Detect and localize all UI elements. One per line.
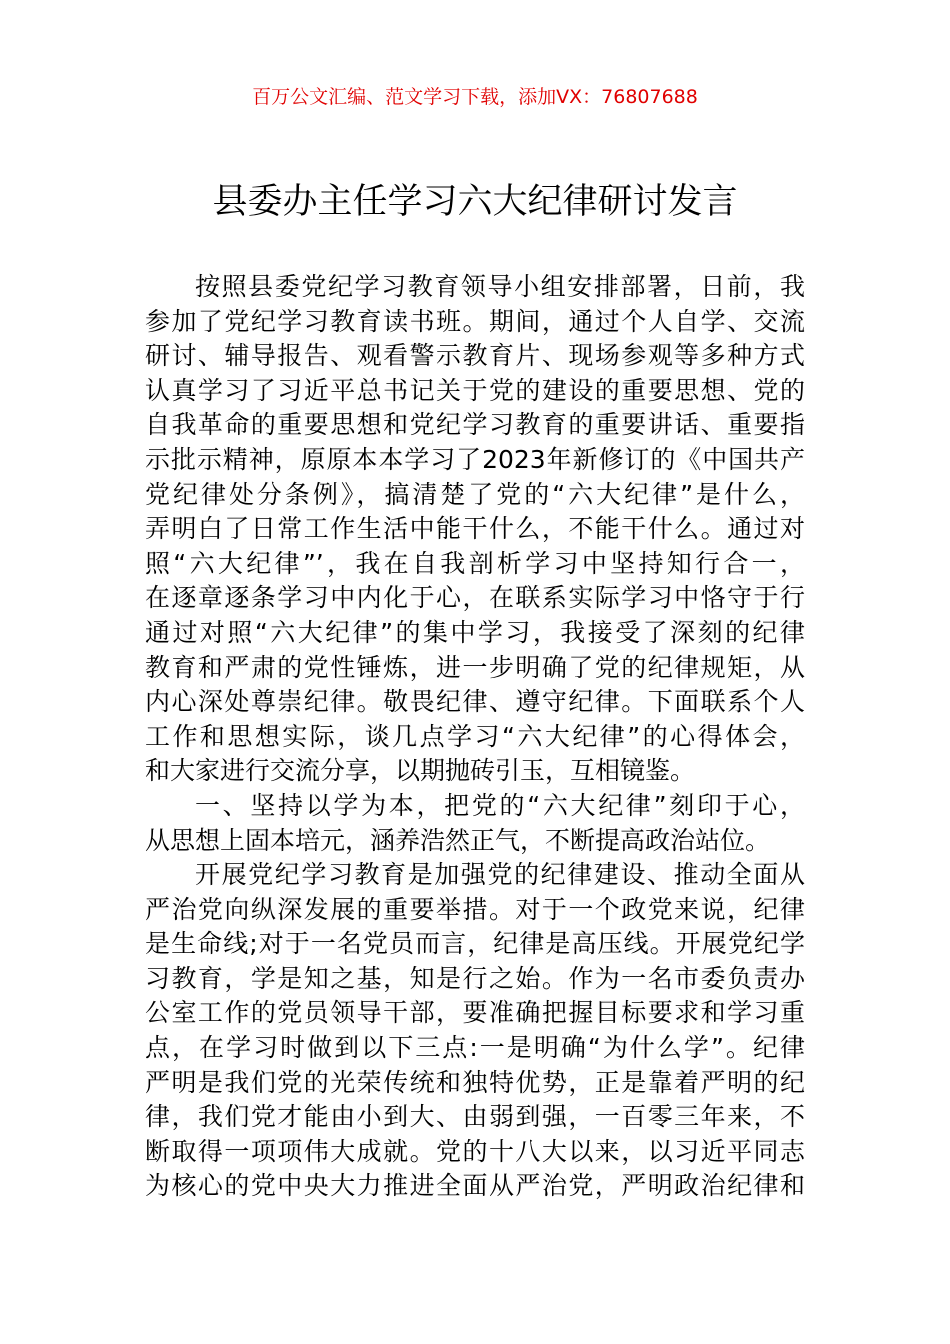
text-line: 弄明白了日常工作生活中能干什么，不能干什么。通过对 — [145, 514, 805, 544]
text-line: 认真学习了习近平总书记关于党的建设的重要思想、党的 — [145, 375, 805, 405]
text-line: 参加了党纪学习教育读书班。期间，通过个人自学、交流 — [145, 306, 805, 336]
text-line: 工作和思想实际，谈几点学习“六大纪律”的心得体会， — [145, 721, 805, 751]
text-line: 在逐章逐条学习中内化于心，在联系实际学习中恪守于行 — [145, 583, 805, 613]
text-line: 严明是我们党的光荣传统和独特优势，正是靠着严明的纪 — [145, 1067, 805, 1097]
text-line: 习教育，学是知之基，知是行之始。作为一名市委负责办 — [145, 963, 805, 993]
body-text — [145, 270, 805, 1204]
text-line: 党纪律处分条例》，搞清楚了党的“六大纪律”是什么， — [145, 479, 805, 509]
header-note: 百万公文汇编、范文学习下载，添加VX：76807688 — [252, 86, 698, 108]
section-heading-line: 从思想上固本培元，涵养浩然正气，不断提高政治站位。 — [145, 825, 771, 855]
text-line: 和大家进行交流分享，以期抛砖引玉，互相镜鉴。 — [145, 756, 696, 786]
section-heading-line: 一、坚持以学为本，把党的“六大纪律”刻印于心， — [195, 790, 805, 820]
text-line: 通过对照“六大纪律”的集中学习，我接受了深刻的纪律 — [145, 617, 805, 647]
text-line: 律，我们党才能由小到大、由弱到强，一百零三年来，不 — [145, 1102, 805, 1132]
text-line: 是生命线;对于一名党员而言，纪律是高压线。开展党纪学 — [145, 929, 805, 959]
text-line: 自我革命的重要思想和党纪学习教育的重要讲话、重要指 — [145, 410, 805, 440]
text-line: 开展党纪学习教育是加强党的纪律建设、推动全面从 — [195, 860, 805, 890]
text-line: 公室工作的党员领导干部，要准确把握目标要求和学习重 — [145, 998, 805, 1028]
text-line: 教育和严肃的党性锤炼，进一步明确了党的纪律规矩，从 — [145, 652, 805, 682]
text-line: 断取得一项项伟大成就。党的十八大以来，以习近平同志 — [145, 1136, 805, 1166]
page-title: 县委办主任学习六大纪律研讨发言 — [212, 182, 738, 222]
text-line: 严治党向纵深发展的重要举措。对于一个政党来说，纪律 — [145, 894, 805, 924]
text-line: 为核心的党中央大力推进全面从严治党，严明政治纪律和 — [145, 1171, 805, 1201]
text-line: 内心深处尊崇纪律。敬畏纪律、遵守纪律。下面联系个人 — [145, 687, 805, 717]
text-line: 照“六大纪律”’，我在自我剖析学习中坚持知行合一， — [145, 548, 805, 578]
text-line: 研讨、辅导报告、观看警示教育片、现场参观等多种方式 — [145, 341, 805, 371]
text-line: 点，在学习时做到以下三点:一是明确“为什么学”。纪律 — [145, 1033, 805, 1063]
text-line: 示批示精神，原原本本学习了2023年新修订的《中国共产 — [145, 444, 805, 474]
text-line: 按照县委党纪学习教育领导小组安排部署，日前，我 — [195, 272, 805, 301]
